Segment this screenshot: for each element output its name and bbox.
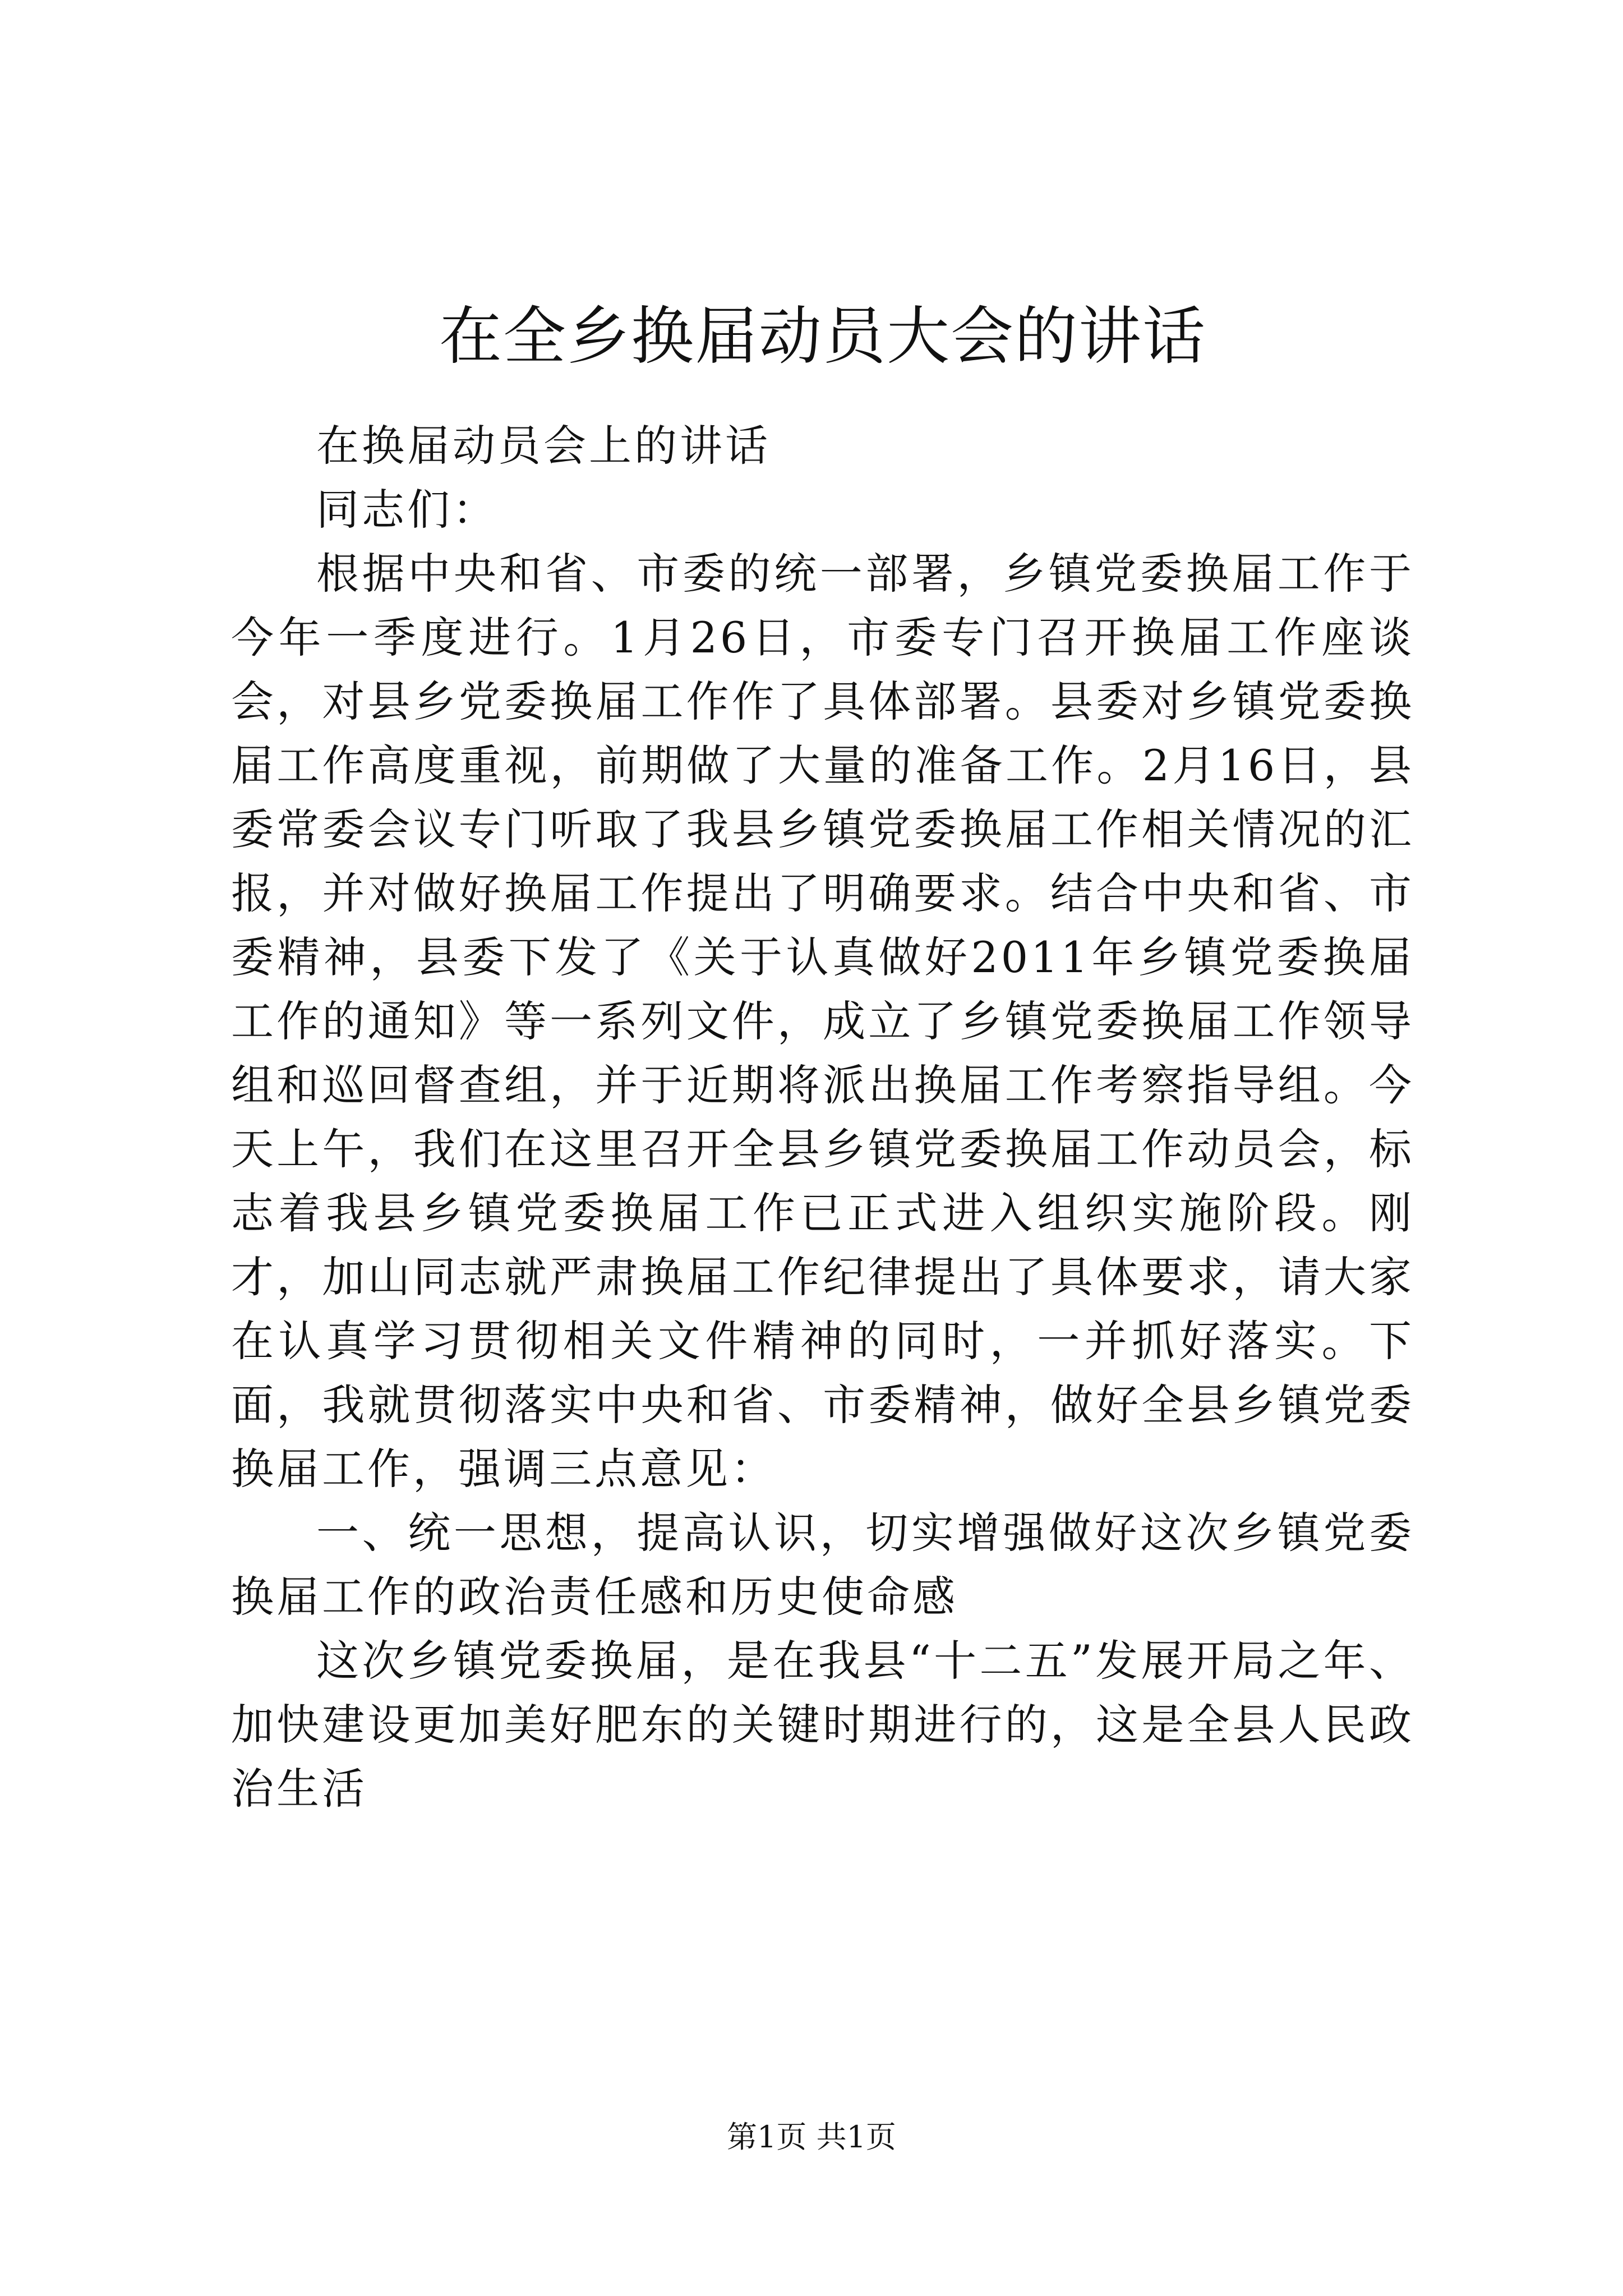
section-heading: 一、统一思想，提高认识，切实增强做好这次乡镇党委换届工作的政治责任感和历史使命感: [231, 1508, 1414, 1622]
page-footer: 第1页 共1页: [727, 2119, 896, 2155]
salutation-paragraph: 同志们：: [316, 485, 498, 535]
body-paragraph: 这次乡镇党委换届，是在我县“十二五”发展开局之年、加快建设更加美好肥东的关键时期进行的，这是全县人民政治生活: [231, 1636, 1414, 1814]
subtitle-paragraph: 在换届动员会上的讲话: [316, 421, 771, 471]
document-title: 在全乡换届动员大会的讲话: [439, 300, 1206, 373]
document-body: [231, 292, 1414, 1821]
body-paragraph: 根据中央和省、市委的统一部署，乡镇党委换届工作于今年一季度进行。1月26日，市委专门召开换届工作座谈会，对县乡党委换届工作作了具体部署。县委对乡镇党委换届工作高度重视，前期做了大量的准备工作。2月16日，县委常委会议专门听取了我县乡镇党委换届工作相关情况的汇报，并对做好换届工作提出了明确要求。结合中央和省、市委精神，县委下发了《关于认真做好2011年乡镇党委换届工作的通知》等一系列文件，成立了乡镇党委换届工作领导组和巡回督查组，并于近期将派出换届工作考察指导组。今天上午，我们在这里召开全县乡镇党委换届工作动员会，标志着我县乡镇党委换届工作已正式进入组织实施阶段。刚才，加山同志就严肃换届工作纪律提出了具体要求，请大家在认真学习贯彻相关文件精神的同时，一并抓好落实。下面，我就贯彻落实中央和省、市委精神，做好全县乡镇党委换届工作，强调三点意见：: [231, 549, 1414, 1494]
